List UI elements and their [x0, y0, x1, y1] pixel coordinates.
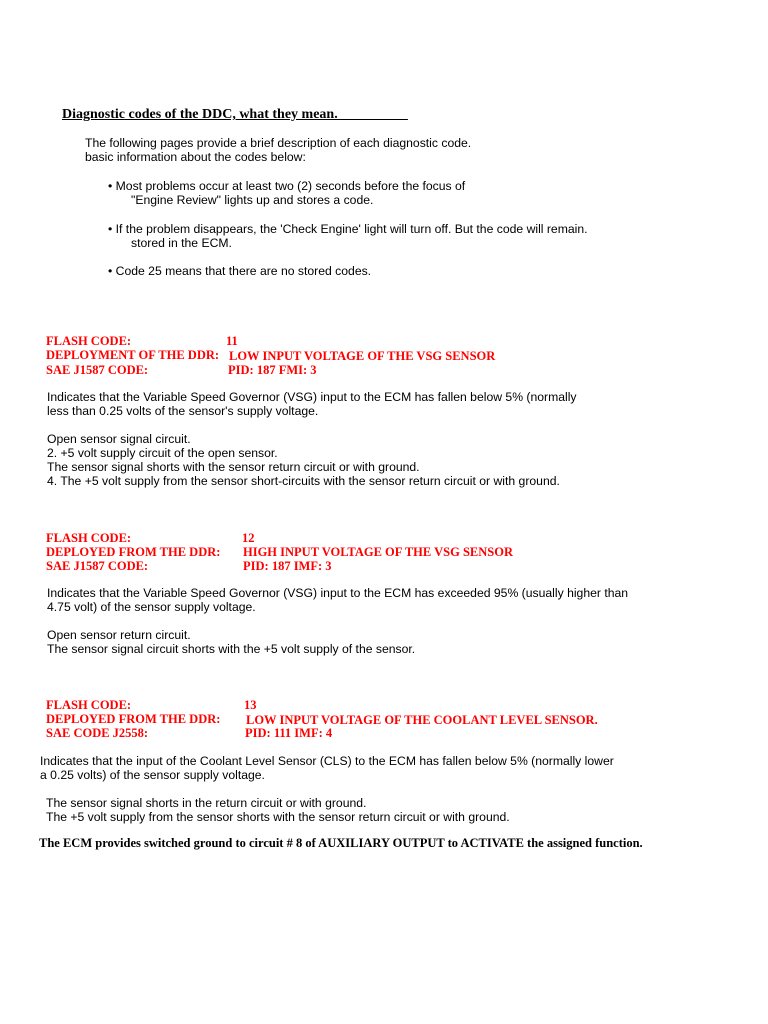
sae-label: SAE CODE J2558:	[46, 726, 149, 740]
cause-item: Open sensor signal circuit.	[47, 432, 191, 446]
ddr-label: DEPLOYED FROM THE DDR:	[46, 712, 221, 726]
sae-label: SAE J1587 CODE:	[46, 363, 149, 377]
ddr-label: DEPLOYED FROM THE DDR:	[46, 545, 221, 559]
ddr-value: LOW INPUT VOLTAGE OF THE VSG SENSOR	[229, 349, 496, 363]
flash-code-label: FLASH CODE:	[46, 531, 132, 545]
intro-line: basic information about the codes below:	[85, 150, 306, 164]
bullet-item: • Most problems occur at least two (2) seconds before the focus of	[108, 179, 466, 193]
sae-value: PID: 111 IMF: 4	[245, 726, 333, 740]
code-description: a 0.25 volts) of the sensor supply voltage.	[40, 768, 265, 782]
code-description: 4.75 volt) of the sensor supply voltage.	[47, 600, 256, 614]
flash-code-value: 13	[244, 698, 257, 712]
code-description: Indicates that the input of the Coolant Level Sensor (CLS) to the ECM has fallen below 5% (normally lower	[40, 754, 614, 768]
cause-item: The sensor signal shorts with the sensor return circuit or with ground.	[47, 460, 420, 474]
flash-code-label: FLASH CODE:	[46, 334, 132, 348]
page-title: Diagnostic codes of the DDC, what they mean.__________	[62, 107, 408, 122]
sae-value: PID: 187 IMF: 3	[243, 559, 332, 573]
flash-code-label: FLASH CODE:	[46, 698, 132, 712]
code-description: less than 0.25 volts of the sensor's supply voltage.	[47, 404, 319, 418]
bullet-item: • Code 25 means that there are no stored codes.	[108, 264, 372, 278]
sae-value: PID: 187 FMI: 3	[228, 363, 317, 377]
bullet-item: • If the problem disappears, the 'Check Engine' light will turn off. But the code will remain.	[108, 222, 588, 236]
cause-item: The sensor signal circuit shorts with the +5 volt supply of the sensor.	[47, 642, 416, 656]
footer-note: The ECM provides switched ground to circuit # 8 of AUXILIARY OUTPUT to ACTIVATE the assigned function.	[39, 836, 643, 850]
bullet-item-continuation: "Engine Review" lights up and stores a code.	[131, 193, 374, 207]
cause-item: 2. +5 volt supply circuit of the open sensor.	[47, 446, 278, 460]
flash-code-value: 12	[242, 531, 255, 545]
cause-item: The +5 volt supply from the sensor shorts with the sensor return circuit or with ground.	[46, 810, 510, 824]
ddr-label: DEPLOYMENT OF THE DDR:	[46, 348, 220, 362]
code-description: Indicates that the Variable Speed Governor (VSG) input to the ECM has fallen below 5% (normally	[47, 390, 577, 404]
flash-code-value: 11	[226, 334, 238, 348]
code-description: Indicates that the Variable Speed Governor (VSG) input to the ECM has exceeded 95% (usually higher than	[47, 586, 629, 600]
bullet-item-continuation: stored in the ECM.	[131, 236, 232, 250]
ddr-value: LOW INPUT VOLTAGE OF THE COOLANT LEVEL SENSOR.	[246, 713, 598, 727]
ddr-value: HIGH INPUT VOLTAGE OF THE VSG SENSOR	[243, 545, 513, 559]
cause-item: 4. The +5 volt supply from the sensor short-circuits with the sensor return circuit or with ground.	[47, 474, 560, 488]
intro-line: The following pages provide a brief description of each diagnostic code.	[85, 136, 472, 150]
sae-label: SAE J1587 CODE:	[46, 559, 149, 573]
cause-item: Open sensor return circuit.	[47, 628, 191, 642]
cause-item: The sensor signal shorts in the return circuit or with ground.	[46, 796, 367, 810]
